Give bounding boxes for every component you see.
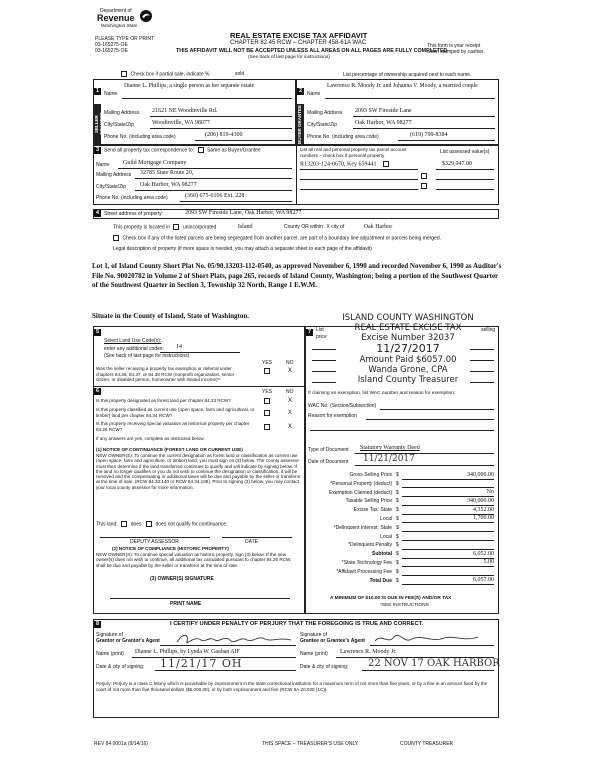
dept-line1: Department of [100,8,132,14]
partial-sale-row [121,71,244,77]
grantee-date[interactable]: 22 NOV 17 OAK HARBOR [368,658,500,669]
stamp-line2: REAL ESTATE EXCISE TAX [354,323,462,333]
ledger-label: Local [380,515,392,522]
ledger-underline [402,566,494,567]
form-see-back: (See back of last page for instructions) [248,55,330,60]
buyer-city-underline [353,128,495,129]
same-as-buyer-label: Same as Buyer/Grantee [207,147,261,154]
wac-label: WAC No. (Section/Subsection) [308,403,377,409]
s7-list-label: List [316,327,324,333]
s6-if-yes: If any answers are yes, complete as instructed below. [96,436,205,441]
send-correspondence-label: Send all property tax correspondence to: [104,147,195,154]
ledger-dollar: $ [396,498,399,505]
s3-phone[interactable]: (360) 675-6106 Ext. 228 [185,193,245,199]
s5-yes: YES [262,360,273,366]
grantor-sig-label-1: Signature of [96,632,123,638]
ledger-label: *Affidavit Processing Fee [336,568,392,575]
owner-signature-label: (3) OWNER(S) SIGNATURE [150,576,214,582]
continuance-row [96,521,228,527]
stamp-line6: Wanda Grone, CPA [368,365,448,375]
buyer-name-label: Name [307,91,321,97]
buyer-mailing[interactable]: 2093 SW Fireside Lane [355,108,412,114]
s5-answer[interactable]: X [288,368,293,374]
s3-mailing-label: Mailing Address [96,172,132,178]
personal-property-checkbox[interactable] [383,161,389,167]
deputy-assessor-label: DEPUTY ASSESSOR [130,539,179,545]
dept-line3: Washington State [101,23,138,28]
date-doc-label: Date of Document [308,459,349,465]
parcel-header: List all real and personal property tax parcel account numbers – check box if personal property [300,147,407,158]
s6-yes: YES [262,389,273,395]
segregated-checkbox[interactable] [113,235,119,241]
ledger-row [308,551,498,560]
stamp-line3: Excise Number 32037 [361,333,455,343]
located-in-label: This property is located in [113,224,170,231]
type-doc-label: Type of Document [308,447,349,453]
street-address[interactable]: 2093 SW Fireside Lane, Oak Harbor, WA 98277 [185,210,302,216]
date-doc-value[interactable]: 11/21/2017 [363,454,415,464]
grantor-name-label: Name (print) [96,651,124,657]
ledger-value[interactable]: No [486,489,494,496]
notice1-body: NEW OWNER(S): To continue the current designation as forest land or classification as current use (open space, farm and agriculture, or timber) land, you must sign on (3) below. The county assessor must then determine if the land transferred continues to qualify and will indicate by signing below. If the land no longer qualifies or you do not wish to continue the designation or classification, it will be removed and the compensating or additional taxes will be due and payable by the seller or transferor at the time of sale. (RCW 84.33.140 or RCW 84.34.108). Prior to signing (3) below, you may contact your local county assessor for more information. [96,453,301,490]
does-label: does [130,521,142,528]
buyer-phone-underline [398,140,495,141]
seller-name-line1 [124,83,294,90]
same-as-buyer-checkbox[interactable] [198,147,204,153]
buyer-name[interactable]: Lawrence R. Moody Jr. and Johanna V. Moody, a married couple [327,83,478,89]
s6-q3-answer[interactable]: X [288,424,293,430]
ledger-underline [402,522,494,523]
notice2-body: NEW OWNER(S): To continue special valuation as historic property, sign (3) below. If the new owner(s) does not wish to continue, all additional tax calculated pursuant to chapter 84.26 RCW, shall be due and payable by the seller or transferor at the time of sale. [96,552,292,568]
s5-question: Was the seller receiving a property tax exemption or deferral under chapters 84.36, 84.37, or 84.38 RCW (nonprofit organization, senior citizen, or disabled person, homeowner with limited income)? [96,366,235,383]
ledger-underline [402,479,494,480]
additional-codes-label: enter any additional codes: [104,346,164,352]
ledger-dollar: $ [396,472,399,478]
s3-phone-underline [180,201,292,202]
s3-city-label: City/State/Zip [96,184,127,190]
section-8-number: 8 [95,621,100,627]
ledger-row [308,578,498,587]
ledger-label: Excise Tax: State [353,507,392,514]
buyer-name-line [327,83,497,90]
legal-description: Lot 1, of Island County Short Plat No. 05/90.13203-112-0540, as approved November 6, 1990 and recorded November 6, 1990 as Auditor's File No. 90020782 in Volume 2 of Short Plats, page 265, records of Island County, Washington; being a portion of the Southwest Quarter of the Southwest Quarter in Section 3, Township 32 North, Range 1 E.W.M. [92,262,502,289]
seller-city-label: City/State/Zip [104,122,135,128]
s5-yes-checkbox[interactable] [264,368,270,374]
s6-q1-answer[interactable]: X [288,398,293,404]
dept-line2: Revenue [97,13,135,23]
ledger-dollar: $ [396,507,399,514]
grantor-name[interactable]: Dianne L. Phillips, by Lynda W. Gauban AIF [135,649,240,655]
ledger-underline [402,584,494,585]
s3-mailing[interactable]: 32785 State Route 20, [140,170,194,176]
ledger-dollar: $ [396,577,399,584]
receipt-note-1: This form is your receipt [427,43,481,49]
s3-name-label: Name [96,162,110,168]
county-name[interactable]: Island [237,224,253,231]
dept-logo [97,8,157,36]
stamp-line4: 11/27/2017 [376,342,440,355]
s3-phone-label: Phone No. (including area code) [96,195,168,201]
ledger-label: *Delinquent Interest: State [333,524,392,531]
ledger-row [308,516,498,525]
seller-phone-label: Phone No. (including area code) [104,134,176,140]
personal-property-checkbox-3[interactable] [421,183,427,189]
buyer-grantee-tab: BUYER GRANTEE [297,104,302,144]
ledger-row [308,507,498,516]
s7-selling-label: selling [481,327,496,333]
ledger-row [308,569,498,578]
ledger-dollar: $ [396,480,399,487]
ledger-label: Gross Selling Price [349,472,392,478]
s3-name[interactable]: Guild Mortgage Company [123,160,187,166]
personal-property-checkbox-2[interactable] [421,173,427,179]
s6-q2-answer[interactable]: X [288,410,293,416]
grantee-name[interactable]: Lawrence R. Moody Jr. [340,649,397,655]
form-chapter: CHAPTER 82.45 RCW – CHAPTER 458-61A WAC [230,40,367,46]
section-7-number: 7 [307,329,312,335]
does-checkbox[interactable] [121,521,127,527]
notice2-title: (2) NOTICE OF COMPLIANCE (HISTORIC PROPERTY) [112,546,229,551]
ledger-row [308,525,498,534]
city-name[interactable]: Oak Harbor [363,224,393,231]
segregated-label: Check box if any of the listed parcels are being segregated from another parcel, are part of a boundary line adjustment or parcels being merged. [122,235,442,242]
ledger-underline [402,540,494,541]
see-instructions: *SEE INSTRUCTIONS [380,603,429,608]
wa-logo-icon [139,9,153,23]
partial-sale-label: Check box if partial sale, indicate % [130,71,210,78]
located-row [113,224,392,230]
ledger-label: Subtotal [372,551,392,558]
seller-mailing-underline [150,116,292,117]
ledger-value[interactable]: 6,052.00 [473,550,494,557]
city-of-label: X city of [326,224,345,231]
seller-grantor-tab: SELLER GRANTOR [94,104,101,144]
grantee-date-label: Date & city of signing: [300,664,349,670]
ledger-row [308,498,498,507]
ledger-label: Total Due [369,577,392,584]
s3-city-underline [135,190,292,191]
section-3-number: 3 [95,147,100,153]
buyer-city-label: City/State/Zip [307,122,338,128]
buyer-phone-label: Phone No. (including area code) [307,134,379,140]
section-1-number: 1 [95,88,100,94]
land-use-label: Select Land Use Code(s): [104,338,162,344]
parcel-row [300,161,391,167]
ledger-label: Taxable Selling Price [345,498,392,505]
buyer-name-underline [325,98,495,99]
stamp-line5: Amount Paid $6057.00 [359,355,457,365]
seller-city-underline [150,128,292,129]
minimum-note: A MINIMUM OF $10.00 IS DUE IN FEE(S) AND/OR TAX [330,596,452,601]
stamp-line7: Island County Treasurer [357,375,459,385]
s6-no: NO [286,389,294,395]
s3-city[interactable]: Oak Harbor, WA 98277 [140,182,197,188]
buyer-mailing-label: Mailing Address [307,110,343,116]
unincorporated-label: unincorporated [182,224,217,231]
s6-q2: Is this property classified as current use (open space, farm and agricultural, or timber) land per chapter 84.34 RCW? [96,407,255,418]
ledger-dollar: $ [396,524,399,531]
seller-mailing[interactable]: 21621 NE Woodinville Rd. [152,108,218,114]
ledger-dollar: $ [396,551,399,558]
ledger-row [308,534,498,543]
ledger-dollar: $ [396,559,399,566]
assessed-header: List assessed value(s) [440,149,490,155]
parcel-number[interactable]: R13203-124-0670, Key 659441 [300,161,377,168]
ledger-dollar: $ [396,568,399,575]
section-6-number: 6 [95,388,100,394]
grantor-date-label: Date & city of signing: [96,664,145,670]
legal-label: Legal description of property (if more space is needed, you may attach a separate sheet to each page of the affidavit) [113,246,372,252]
partial-sale-checkbox[interactable] [121,71,127,77]
ledger-underline [402,558,494,559]
ledger-table [308,472,498,586]
grantee-sig-label-2: Grantee or Grantee's Agent [300,638,365,644]
s6-q1-yes-checkbox[interactable] [264,398,270,404]
ledger-dollar: $ [396,489,399,496]
type-doc-value[interactable]: Statutory Warranty Deed [360,445,420,451]
ledger-value[interactable]: 1,700.00 [473,515,494,522]
ledger-value[interactable]: 340,000.00 [467,497,494,504]
notice1-title: (1) NOTICE OF CONTINUANCE (FOREST LAND OR CURRENT USE) [96,447,243,452]
ledger-row [308,472,498,481]
s6-q3: Is this property receiving special valuation as historical property per chapter 84.26 RCW? [96,421,250,432]
segregated-row [113,235,441,241]
buyer-mailing-underline [353,116,495,117]
s6-q1: Is this property designated as forest land per chapter 84.33 RCW? [96,398,231,403]
certify-line: I CERTIFY UNDER PENALTY OF PERJURY THAT THE FOREGOING IS TRUE AND CORRECT. [170,621,424,627]
treasurer-stamp [338,313,478,385]
county-treasurer: COUNTY TREASURER [400,741,454,747]
ledger-label: *State Technology Fee [341,559,392,566]
situate-line: Situate in the County of Island, State of Washington. [92,312,250,320]
buyer-city[interactable]: Oak Harbor, WA 98277 [355,120,412,126]
print-name-label: PRINT NAME [170,601,202,607]
grantor-date[interactable]: 11/21/17 OH [160,657,243,670]
treasurer-only: THIS SPACE – TREASURER'S USE ONLY [262,741,359,747]
s3-name-underline [118,168,292,169]
ledger-value[interactable]: 4,352.00 [473,506,494,513]
land-use-code[interactable]: 14 [176,344,182,350]
section-5-number: 5 [95,329,100,335]
ledger-underline [402,531,494,532]
ledger-label: *Delinquent Penalty [348,542,392,549]
owner-signature-line[interactable] [110,598,290,599]
ledger-dollar: $ [396,542,399,549]
form-code-2: 03-165275-OE [95,48,128,54]
ledger-dollar: $ [396,533,399,540]
perjury-note: Perjury: Perjury is a class C felony which is punishable by imprisonment in the state correctional institution for a maximum term of not more than five years, or by a fine in an amount fixed by the court of not more than five thousand dollars ($5,000.00), or by both imprisonment and fine (RCW 9A.20.020 (1C)). [96,681,488,692]
reason-label: Reason for exemption [308,413,357,419]
section-4-number: 4 [95,210,100,216]
does-not-label: does not qualify for continuance. [155,521,228,528]
seller-phone-underline [195,140,292,141]
stamp-line1: ISLAND COUNTY WASHINGTON [342,313,474,323]
street-label: Street address of property: [104,211,164,217]
ledger-underline [402,487,494,488]
s5-no: NO [286,360,294,366]
seller-name[interactable]: Dianne L. Phillips, a single person as her separate estate [124,83,255,89]
buyer-phone[interactable]: (619) 799-8384 [410,132,448,138]
ownership-note: List percentage of ownership acquired next to each name. [343,72,472,78]
section-2-number: 2 [298,88,303,94]
county-or-label: County OR within [284,224,323,231]
form-warning: THIS AFFIDAVIT WILL NOT BE ACCEPTED UNLESS ALL AREAS ON ALL PAGES ARE FULLY COMPLETED [176,48,448,54]
ledger-row [308,481,498,490]
if-claiming-label: If claiming an exemption, list WAC number and reason for exemption: [308,391,456,396]
s5-see-back: (See back of last page for instructions) [104,353,190,359]
s6-q2-yes-checkbox[interactable] [264,410,270,416]
seller-name-underline [122,98,292,99]
form-number: REV 84 0001a (9/14/16) [94,741,148,747]
grantor-sig-label-2: Grantor or Grantor's Agent [96,638,160,644]
ledger-value[interactable]: 6,057.00 [473,577,494,584]
form-code-1: 03-165275-OE [95,42,128,48]
ledger-label: *Personal Property (deduct) [330,480,392,487]
ledger-row [308,542,498,551]
partial-sale-sold: sold [234,71,245,78]
unincorporated-checkbox[interactable] [173,224,179,230]
s7-price-label: price [316,334,327,340]
ledger-value[interactable]: 340,000.00 [467,471,494,478]
this-land-label: This land: [96,521,118,528]
ledger-label: Exemption Claimed (deduct) [328,489,392,496]
ledger-dollar: $ [396,515,399,522]
seller-name-label: Name [104,91,118,97]
seller-mailing-label: Mailing Address [104,110,140,116]
type-or-print: PLEASE TYPE OR PRINT [95,36,155,42]
grantee-sig-label-1: Signature of [300,632,327,638]
s3-mailing-underline [135,178,292,179]
does-not-checkbox[interactable] [146,521,152,527]
s6-date-label: DATE [245,539,258,545]
assessed-value[interactable]: $329,047.00 [442,161,472,167]
s6-q3-yes-checkbox[interactable] [264,424,270,430]
grantee-name-label: Name (print) [300,651,328,657]
ledger-value[interactable]: 5.00 [483,559,494,566]
send-correspondence-row [104,147,261,153]
seller-phone[interactable]: (206) 819-4300 [205,132,243,138]
receipt-note-2: when stamped by cashier. [427,49,485,55]
ledger-label: Local [380,533,392,540]
form-title: REAL ESTATE EXCISE TAX AFFIDAVIT [230,31,368,40]
seller-city[interactable]: Woodinville, WA 98077 [152,120,210,126]
ledger-row [308,560,498,569]
